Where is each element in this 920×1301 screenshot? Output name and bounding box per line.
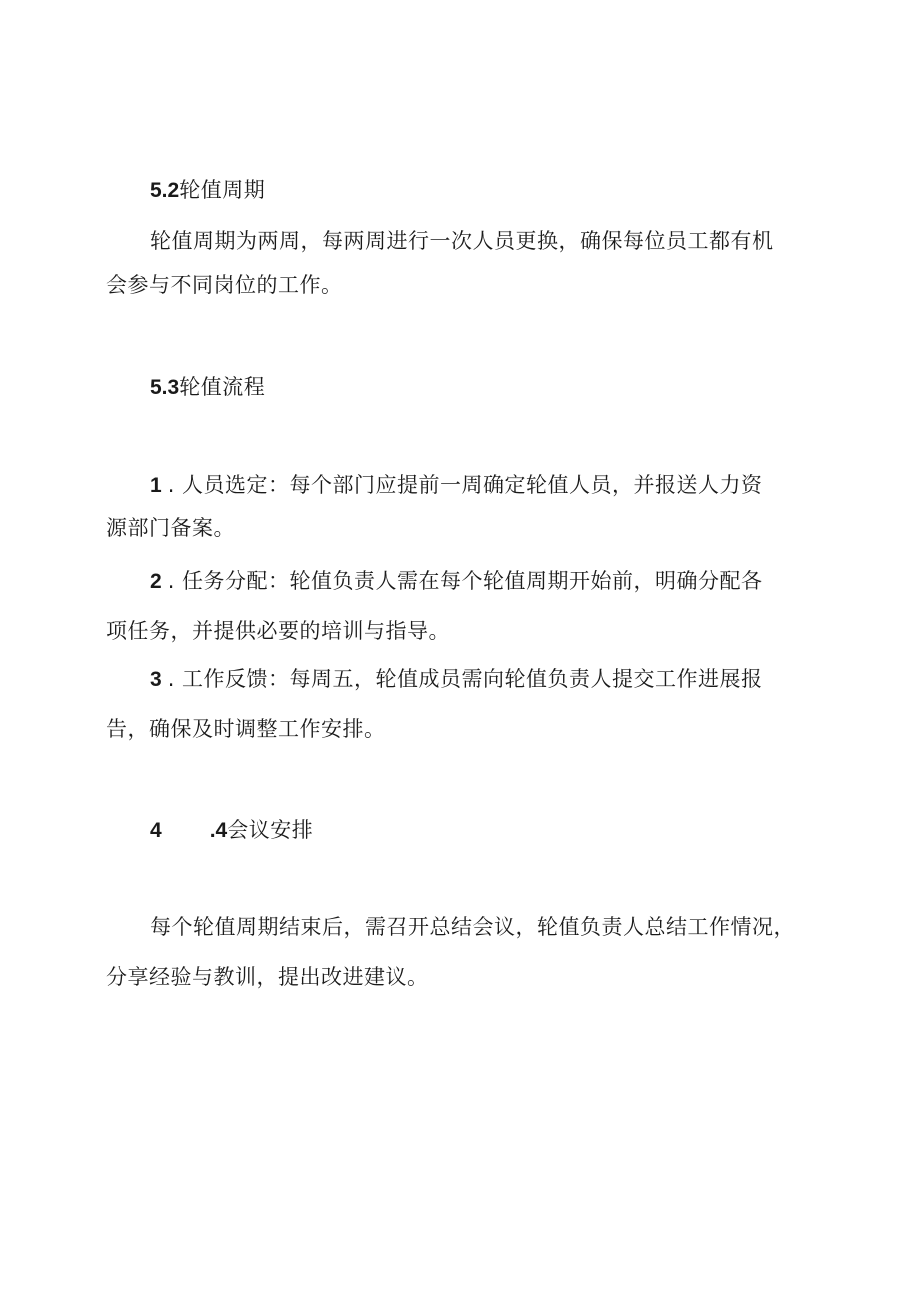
list-item-3-text: . 工作反馈：每周五，轮值成员需向轮值负责人提交工作进展报	[167, 667, 763, 691]
list-item-1-line1	[150, 471, 763, 500]
paragraph-4-4-line2: 分享经验与教训，提出改进建议。	[106, 965, 429, 989]
heading-5-2-title: 轮值周期	[179, 178, 266, 202]
list-item-2-line1	[150, 567, 763, 596]
list-item-2-line2: 项任务，并提供必要的培训与指导。	[106, 619, 450, 643]
paragraph-5-2-line2: 会参与不同岗位的工作。	[106, 273, 343, 297]
list-item-2-text: . 任务分配：轮值负责人需在每个轮值周期开始前，明确分配各	[167, 569, 763, 593]
list-item-1-number: 1	[150, 474, 162, 497]
heading-4-4	[150, 816, 313, 845]
heading-5-3	[150, 373, 265, 402]
list-item-3-number: 3	[150, 668, 162, 691]
list-item-1-line2: 源部门备案。	[106, 516, 235, 540]
heading-5-3-title: 轮值流程	[179, 375, 266, 399]
list-item-2-number: 2	[150, 570, 162, 593]
paragraph-5-2-line1: 轮值周期为两周，每两周进行一次人员更换，确保每位员工都有机	[150, 229, 774, 253]
heading-5-2-number: 5.2	[150, 179, 180, 202]
heading-4-4-number-b: .4	[209, 819, 228, 842]
list-item-1-text: . 人员选定：每个部门应提前一周确定轮值人员，并报送人力资	[167, 473, 763, 497]
list-item-3-line2: 告，确保及时调整工作安排。	[106, 717, 386, 741]
list-item-3-line1	[150, 665, 763, 694]
heading-5-2	[150, 176, 265, 205]
paragraph-4-4-line1: 每个轮值周期结束后，需召开总结会议，轮值负责人总结工作情况，	[150, 915, 795, 939]
heading-4-4-title: 会议安排	[227, 818, 314, 842]
heading-4-4-number-a: 4	[150, 819, 162, 842]
heading-5-3-number: 5.3	[150, 376, 180, 399]
